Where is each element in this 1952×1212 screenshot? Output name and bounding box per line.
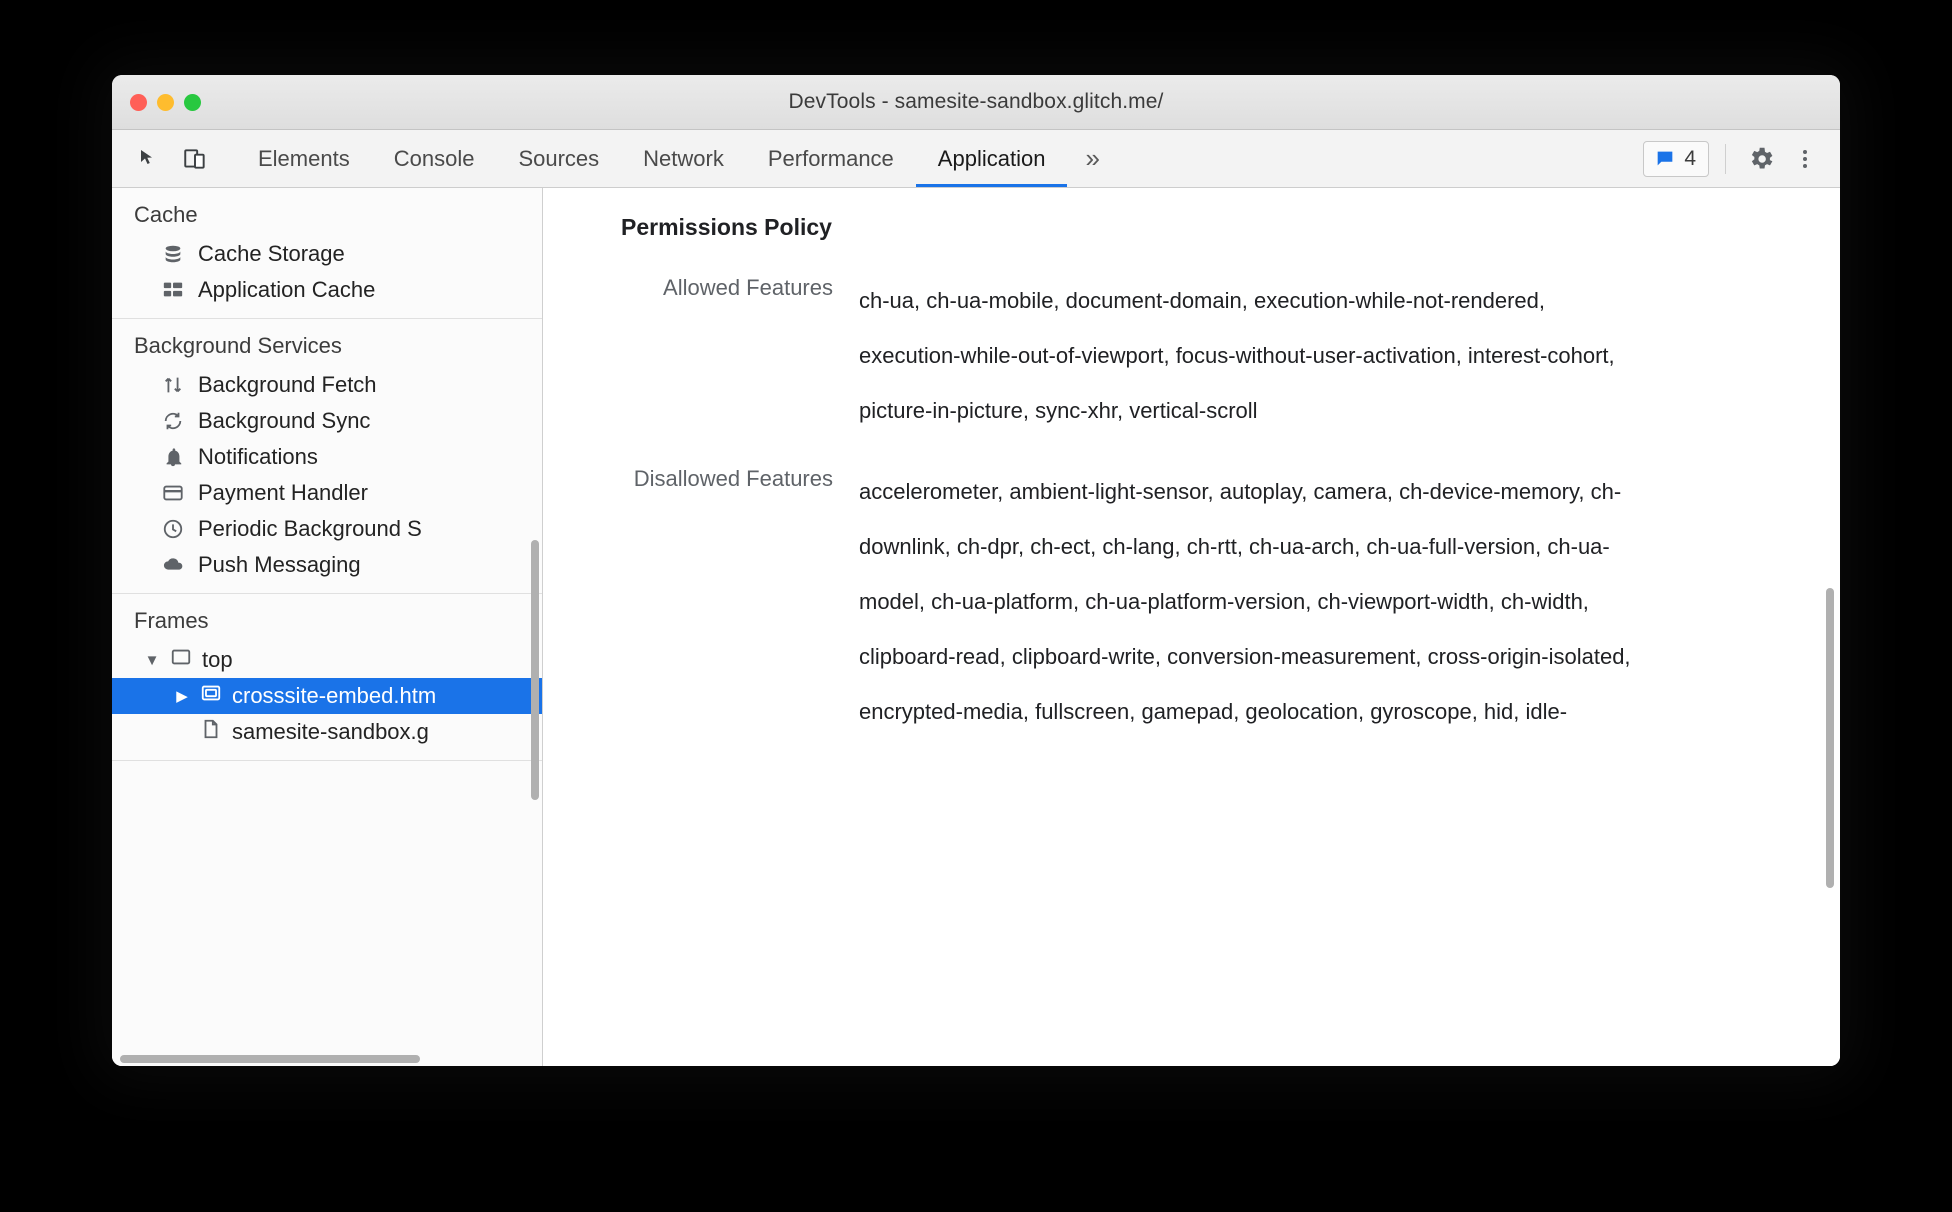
toolbar-divider (1725, 144, 1726, 174)
sidebar-item-payment-handler[interactable] (112, 475, 542, 511)
sidebar-item-background-sync[interactable] (112, 403, 542, 439)
sidebar-horizontal-scrollbar[interactable] (120, 1055, 420, 1063)
sidebar-item-label: Notifications (198, 444, 318, 469)
zoom-window-icon[interactable] (184, 94, 201, 111)
credit-card-icon (160, 480, 186, 506)
chevron-right-icon[interactable]: ▶ (176, 688, 188, 705)
traffic-light-buttons[interactable] (130, 75, 201, 129)
allowed-features-label: Allowed Features (663, 275, 833, 300)
gear-icon[interactable] (1742, 140, 1780, 178)
minimize-window-icon[interactable] (157, 94, 174, 111)
sidebar-item-label: Payment Handler (198, 480, 368, 505)
sidebar-item-label: Background Fetch (198, 372, 377, 397)
iframe-icon (200, 682, 222, 710)
tree-item-label: crosssite-embed.htm (232, 683, 437, 708)
inspect-icon[interactable] (130, 140, 168, 178)
allowed-features-row (543, 273, 1840, 438)
tree-item-label: samesite-sandbox.g (232, 719, 429, 744)
tab-performance[interactable]: Performance (767, 145, 894, 171)
devtools-toolbar (112, 130, 1840, 188)
page-title: Permissions Policy (621, 214, 832, 240)
sidebar-item-cache-storage[interactable] (112, 236, 542, 272)
sidebar-item-label: Background Sync (198, 408, 371, 433)
toolbar-left-icons (112, 130, 224, 187)
tab-application[interactable]: Application (916, 130, 1068, 187)
more-tabs-icon[interactable]: » (1085, 143, 1100, 173)
permissions-policy-panel (543, 188, 1840, 1066)
chevron-down-icon[interactable]: ▼ (144, 651, 160, 669)
kebab-menu-icon[interactable] (1786, 140, 1824, 178)
tab-elements[interactable]: Elements (258, 145, 350, 171)
disallowed-features-row (543, 464, 1840, 739)
issues-badge[interactable] (1643, 141, 1709, 177)
disallowed-features-label: Disallowed Features (633, 466, 833, 491)
sidebar-item-label: Periodic Background S (198, 516, 422, 541)
sidebar-group-header-cache: Cache (134, 202, 198, 227)
tab-sources[interactable]: Sources (518, 145, 600, 171)
sync-icon (160, 408, 186, 434)
updown-arrows-icon (160, 372, 186, 398)
sidebar-item-notifications[interactable] (112, 439, 542, 475)
sidebar-item-push-messaging[interactable] (112, 547, 542, 583)
sidebar-vertical-scrollbar[interactable] (531, 540, 539, 800)
tab-console[interactable]: Console (393, 145, 475, 171)
devtools-panel-tabs (236, 130, 1118, 187)
sidebar-group-background-services (112, 319, 542, 594)
sidebar-item-periodic-background-sync[interactable] (112, 511, 542, 547)
document-icon (200, 718, 222, 746)
sidebar-item-label: Application Cache (198, 277, 376, 302)
window-titlebar (112, 75, 1840, 130)
frame-icon (170, 646, 192, 674)
sidebar-item-label: Push Messaging (198, 552, 361, 577)
window-title: DevTools - samesite-sandbox.glitch.me/ (788, 90, 1164, 113)
close-window-icon[interactable] (130, 94, 147, 111)
clock-icon (160, 516, 186, 542)
sidebar-group-cache (112, 188, 542, 319)
tab-network[interactable]: Network (643, 145, 724, 171)
allowed-features-value: ch-ua, ch-ua-mobile, document-domain, execution-while-not-rendered, execution-while-out-of-viewport, focus-without-user-activation, interest-cohort, picture-in-picture, sync-xhr, vertical-scroll (859, 288, 1615, 423)
issues-count: 4 (1684, 146, 1696, 170)
grid-icon (160, 277, 186, 303)
cloud-icon (160, 552, 186, 578)
sidebar-group-header-frames: Frames (134, 608, 209, 633)
devtools-window (112, 75, 1840, 1066)
disallowed-features-value: accelerometer, ambient-light-sensor, autoplay, camera, ch-device-memory, ch-downlink, ch-dpr, ch-ect, ch-lang, ch-rtt, ch-ua-arch, ch-ua-full-version, ch-ua-model, ch-ua-platform, ch-ua-platform-version, ch-viewport-width, ch-width, clipboard-read, clipboard-write, conversion-measurement, cross-origin-isolated, encrypted-media, fullscreen, gamepad, geolocation, gyroscope, hid, idle- (859, 479, 1631, 724)
main-vertical-scrollbar[interactable] (1826, 588, 1834, 888)
sidebar-group-frames (112, 594, 542, 761)
tree-item-crosssite-embed[interactable] (112, 678, 542, 714)
sidebar-group-header-background-services: Background Services (134, 333, 342, 358)
application-sidebar (112, 188, 543, 1066)
sidebar-item-background-fetch[interactable] (112, 367, 542, 403)
tree-item-samesite-sandbox-document[interactable] (112, 714, 542, 750)
database-icon (160, 241, 186, 267)
tree-item-label: top (202, 647, 233, 672)
sidebar-item-application-cache[interactable] (112, 272, 542, 308)
device-toolbar-icon[interactable] (176, 140, 214, 178)
tree-item-top-frame[interactable] (112, 642, 542, 678)
toolbar-right-icons (1643, 130, 1840, 187)
devtools-body (112, 188, 1840, 1066)
sidebar-item-label: Cache Storage (198, 241, 345, 266)
bell-icon (160, 444, 186, 470)
